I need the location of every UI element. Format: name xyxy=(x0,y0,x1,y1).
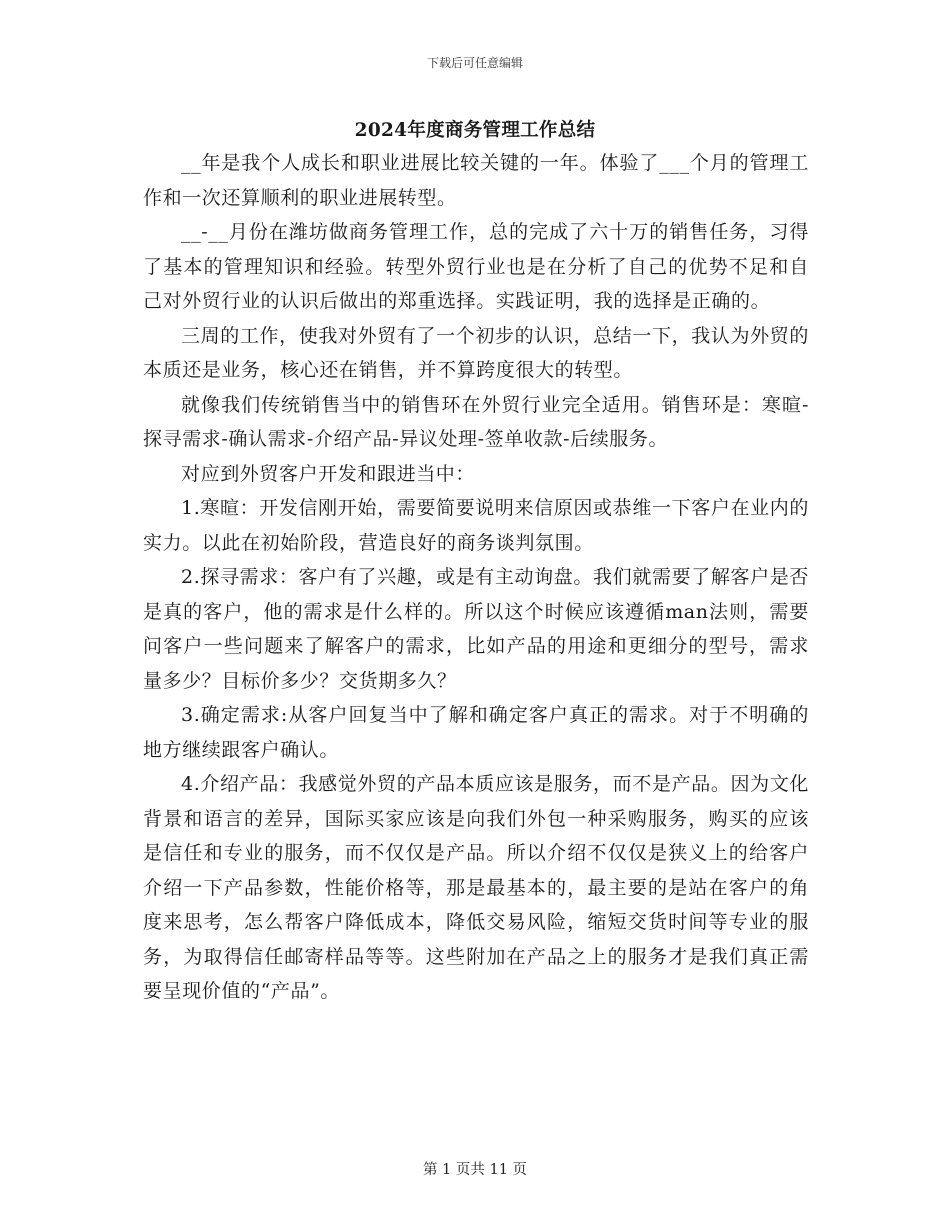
document-title: 2024年度商务管理工作总结 xyxy=(354,120,596,141)
paragraph-8: 3.确定需求:从客户回复当中了解和确定客户真正的需求。对于不明确的地方继续跟客户确认。 xyxy=(143,704,809,761)
header-note: 下载后可任意编辑 xyxy=(426,56,523,70)
page-indicator: 第 1 页共 11 页 xyxy=(422,1162,528,1178)
paragraph-9: 4.介绍产品：我感觉外贸的产品本质应该是服务，而不是产品。因为文化背景和语言的差异，国际买家应该是向我们外包一种采购服务，购买的应该是信任和专业的服务，而不仅仅是产品。所以介绍不仅仅是狭义上的给客户介绍一下产品参数，性能价格等，那是最基本的，最主要的是站在客户的角度来思考，怎么帮客户降低成本，降低交易风险，缩短交货时间等专业的服务，为取得信任邮寄样品等等。这些附加在产品之上的服务才是我们真正需要呈现价值的“产品”。 xyxy=(143,773,809,1002)
paragraph-2: __-__月份在潍坊做商务管理工作，总的完成了六十万的销售任务，习得了基本的管理知识和经验。转型外贸行业也是在分析了自己的优势不足和自己对外贸行业的认识后做出的郑重选择。实践证明，我的选择是正确的。 xyxy=(143,221,809,312)
paragraph-1: __年是我个人成长和职业进展比较关键的一年。体验了___个月的管理工作和一次还算顺利的职业进展转型。 xyxy=(143,152,809,209)
document-body xyxy=(143,146,809,1009)
paragraph-6: 1.寒暄：开发信刚开始，需要简要说明来信原因或恭维一下客户在业内的实力。以此在初始阶段，营造良好的商务谈判氛围。 xyxy=(143,497,809,554)
paragraph-3: 三周的工作，使我对外贸有了一个初步的认识，总结一下，我认为外贸的本质还是业务，核心还在销售，并不算跨度很大的转型。 xyxy=(143,324,809,381)
paragraph-5: 对应到外贸客户开发和跟进当中： xyxy=(181,462,476,485)
paragraph-4: 就像我们传统销售当中的销售环在外贸行业完全适用。销售环是：寒暄-探寻需求-确认需求-介绍产品-异议处理-签单收款-后续服务。 xyxy=(143,393,809,450)
paragraph-7: 2.探寻需求：客户有了兴趣，或是有主动询盘。我们就需要了解客户是否是真的客户，他的需求是什么样的。所以这个时候应该遵循man法则，需要问客户一些问题来了解客户的需求，比如产品的用途和更细分的型号，需求量多少？目标价多少？交货期多久？ xyxy=(143,566,809,692)
